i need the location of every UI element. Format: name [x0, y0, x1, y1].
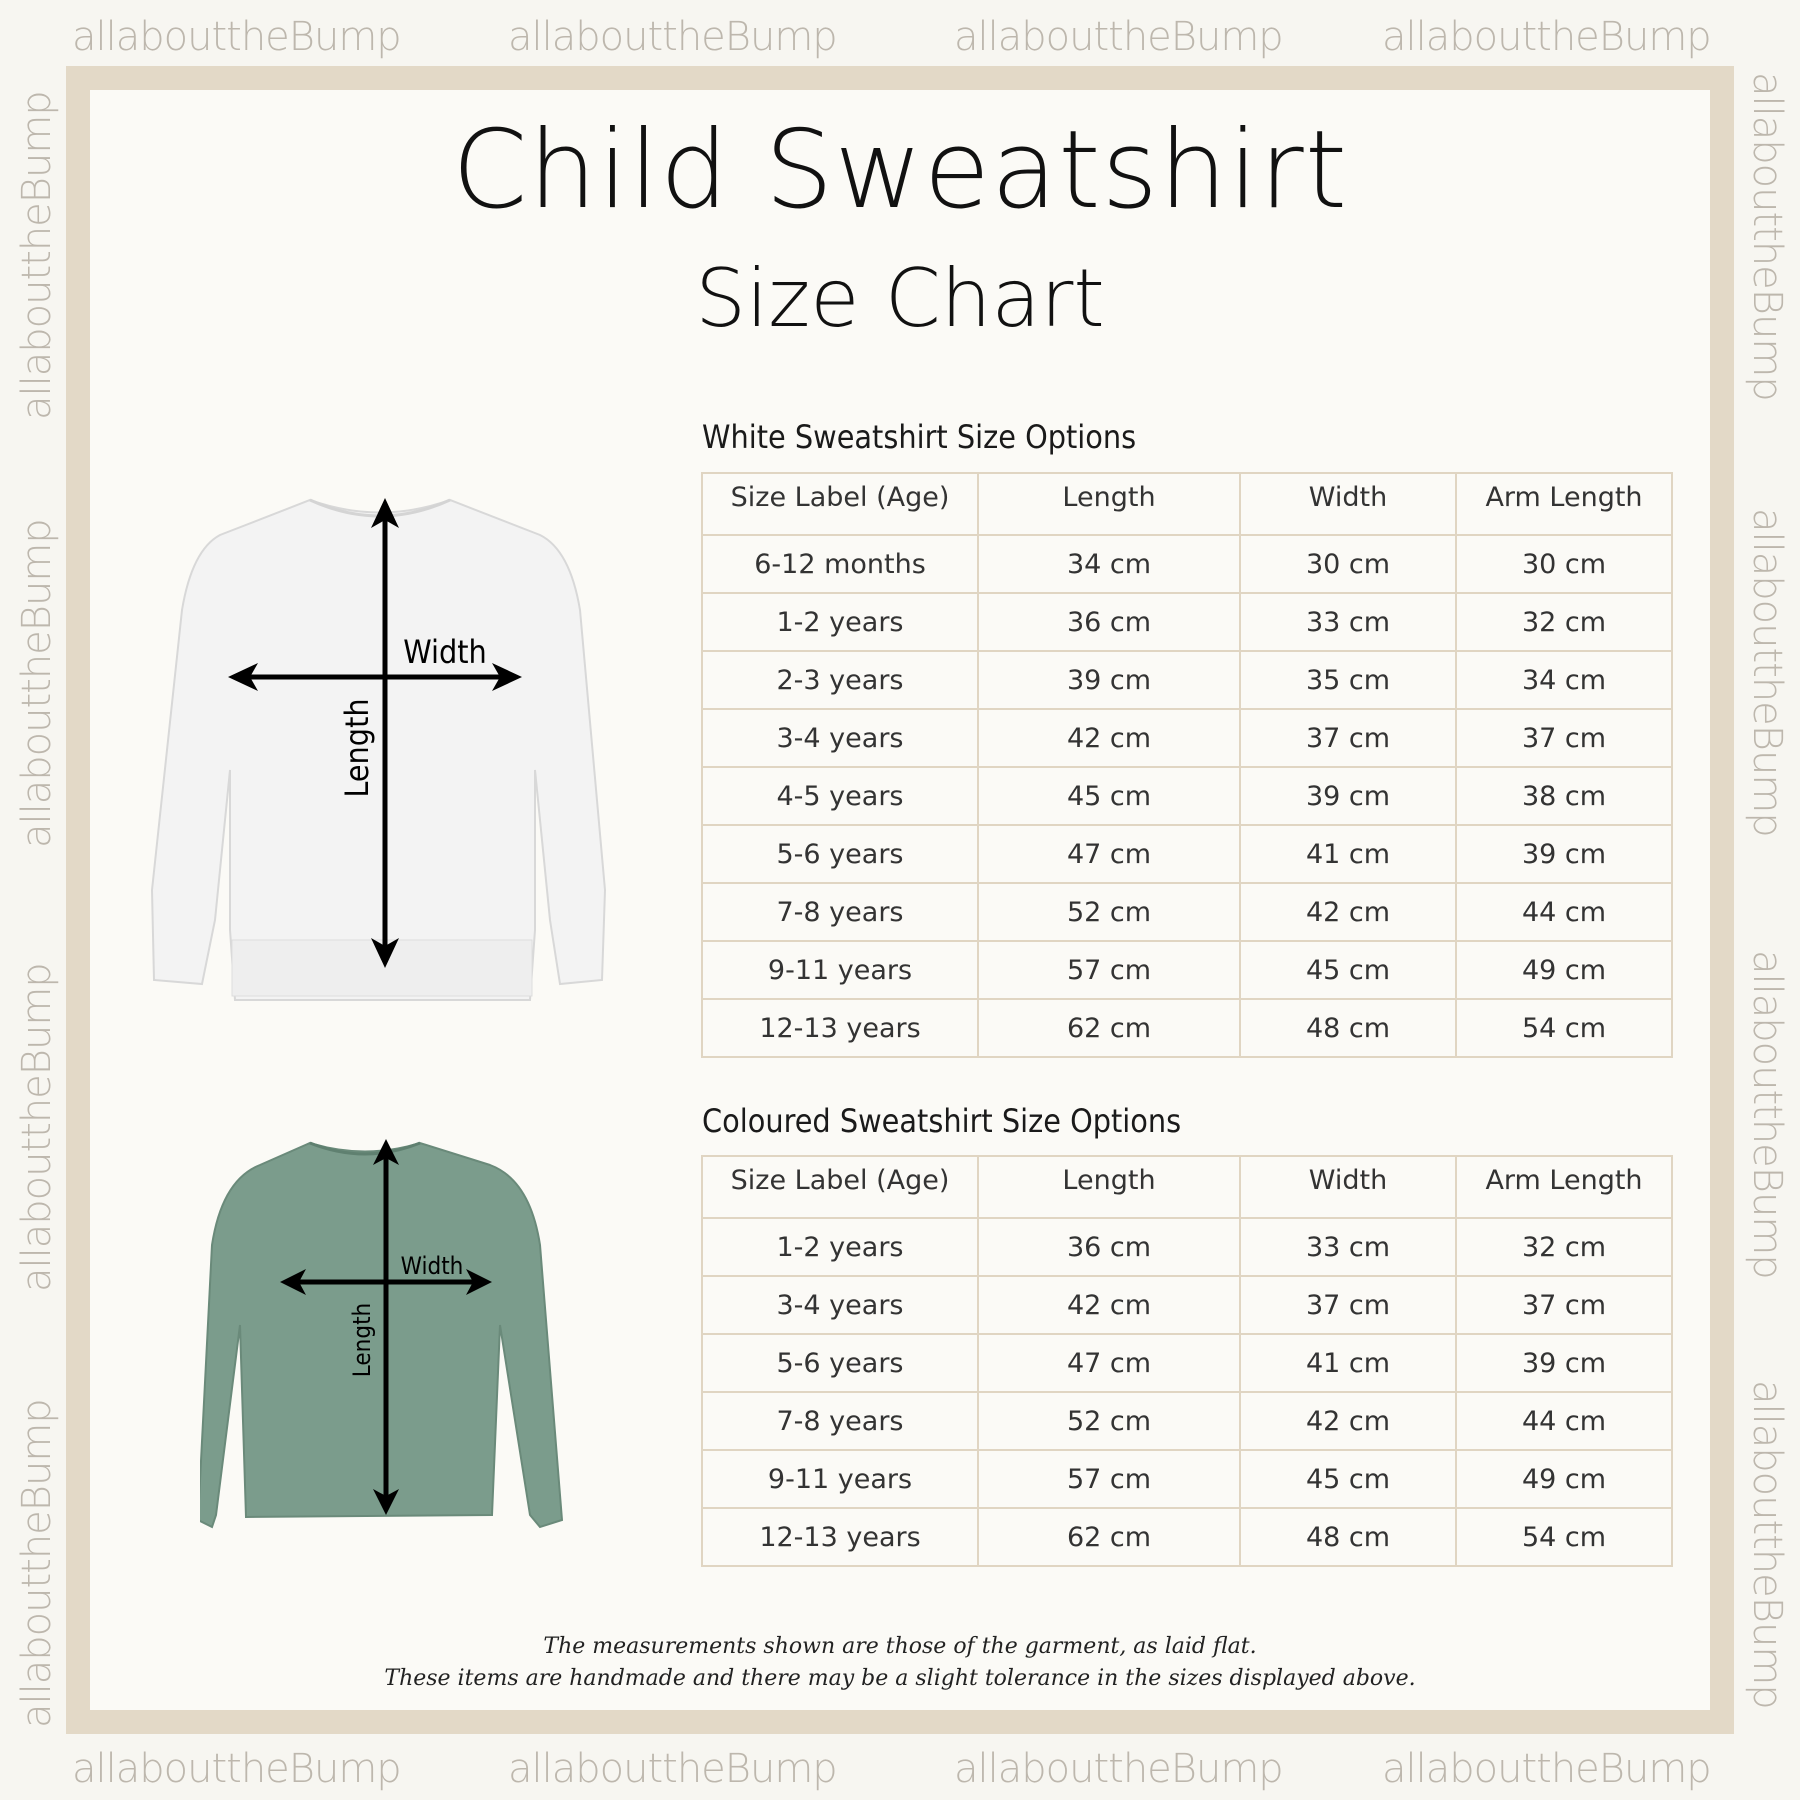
table-row — [702, 1450, 1672, 1508]
table-cell: 52 cm — [978, 1392, 1240, 1450]
white-sweatshirt-diagram — [140, 490, 620, 1010]
header-width: Width — [1240, 473, 1456, 535]
table-cell: 4-5 years — [702, 767, 978, 825]
header-arm-length: Arm Length — [1456, 1156, 1672, 1218]
table-cell: 48 cm — [1240, 999, 1456, 1057]
page-title: Child Sweatshirt — [451, 108, 1349, 233]
table-cell: 3-4 years — [702, 709, 978, 767]
table-cell: 35 cm — [1240, 651, 1456, 709]
header-arm-length: Arm Length — [1456, 473, 1672, 535]
watermark: allabouttheBump — [1382, 1746, 1711, 1792]
table-cell: 57 cm — [978, 1450, 1240, 1508]
page-subtitle: Size Chart — [695, 252, 1105, 345]
table-row — [702, 651, 1672, 709]
table-cell: 45 cm — [1240, 1450, 1456, 1508]
table-cell: 9-11 years — [702, 1450, 978, 1508]
table-row — [702, 883, 1672, 941]
green-sweatshirt-diagram — [200, 1135, 580, 1535]
table-cell: 62 cm — [978, 999, 1240, 1057]
watermark: allabouttheBump — [72, 14, 401, 60]
table-cell: 7-8 years — [702, 1392, 978, 1450]
table-cell: 47 cm — [978, 1334, 1240, 1392]
header-length: Length — [978, 1156, 1240, 1218]
table-cell: 3-4 years — [702, 1276, 978, 1334]
white-size-table — [701, 472, 1673, 1058]
table-cell: 5-6 years — [702, 825, 978, 883]
table-cell: 45 cm — [978, 767, 1240, 825]
table-row — [702, 825, 1672, 883]
table-row — [702, 1392, 1672, 1450]
table-cell: 47 cm — [978, 825, 1240, 883]
watermark: allabouttheBump — [954, 14, 1283, 60]
table-cell: 39 cm — [1240, 767, 1456, 825]
footnote-line-1: The measurements shown are those of the garment, as laid flat. — [543, 1634, 1257, 1659]
table-cell: 30 cm — [1240, 535, 1456, 593]
length-label: Length — [338, 698, 376, 798]
table-cell: 37 cm — [1240, 709, 1456, 767]
table-cell: 49 cm — [1456, 1450, 1672, 1508]
table-cell: 42 cm — [978, 709, 1240, 767]
watermark: allabouttheBump — [14, 963, 60, 1292]
table-cell: 36 cm — [978, 1218, 1240, 1276]
table-row — [702, 941, 1672, 999]
table-cell: 42 cm — [1240, 883, 1456, 941]
table-cell: 62 cm — [978, 1508, 1240, 1566]
watermark: allabouttheBump — [1744, 508, 1790, 837]
table-row — [702, 999, 1672, 1057]
width-label: Width — [400, 1252, 464, 1280]
table-cell: 12-13 years — [702, 1508, 978, 1566]
footnote-line-2: These items are handmade and there may be a slight tolerance in the sizes displayed above. — [384, 1666, 1416, 1691]
watermark: allabouttheBump — [954, 1746, 1283, 1792]
table-cell: 32 cm — [1456, 593, 1672, 651]
table-cell: 5-6 years — [702, 1334, 978, 1392]
table-cell: 34 cm — [978, 535, 1240, 593]
watermark: allabouttheBump — [1382, 14, 1711, 60]
table-cell: 7-8 years — [702, 883, 978, 941]
table-cell: 37 cm — [1456, 709, 1672, 767]
table-row — [702, 1276, 1672, 1334]
coloured-table-title: Coloured Sweatshirt Size Options — [702, 1102, 1182, 1140]
table-row — [702, 709, 1672, 767]
table-cell: 54 cm — [1456, 1508, 1672, 1566]
watermark: allabouttheBump — [14, 1399, 60, 1728]
table-cell: 38 cm — [1456, 767, 1672, 825]
table-cell: 41 cm — [1240, 1334, 1456, 1392]
table-header-row — [702, 473, 1672, 535]
table-cell: 48 cm — [1240, 1508, 1456, 1566]
table-cell: 6-12 months — [702, 535, 978, 593]
table-cell: 57 cm — [978, 941, 1240, 999]
table-cell: 33 cm — [1240, 1218, 1456, 1276]
table-cell: 49 cm — [1456, 941, 1672, 999]
table-cell: 34 cm — [1456, 651, 1672, 709]
header-size-label: Size Label (Age) — [702, 473, 978, 535]
table-cell: 42 cm — [978, 1276, 1240, 1334]
watermark: allabouttheBump — [508, 14, 837, 60]
table-cell: 39 cm — [978, 651, 1240, 709]
table-row — [702, 593, 1672, 651]
table-cell: 39 cm — [1456, 825, 1672, 883]
table-cell: 33 cm — [1240, 593, 1456, 651]
table-cell: 9-11 years — [702, 941, 978, 999]
table-cell: 54 cm — [1456, 999, 1672, 1057]
table-row — [702, 1218, 1672, 1276]
table-cell: 36 cm — [978, 593, 1240, 651]
table-cell: 12-13 years — [702, 999, 978, 1057]
table-row — [702, 1334, 1672, 1392]
watermark: allabouttheBump — [14, 519, 60, 848]
watermark: allabouttheBump — [1744, 950, 1790, 1279]
table-cell: 44 cm — [1456, 883, 1672, 941]
table-cell: 30 cm — [1456, 535, 1672, 593]
table-cell: 42 cm — [1240, 1392, 1456, 1450]
header-size-label: Size Label (Age) — [702, 1156, 978, 1218]
table-cell: 39 cm — [1456, 1334, 1672, 1392]
watermark: allabouttheBump — [72, 1746, 401, 1792]
table-cell: 45 cm — [1240, 941, 1456, 999]
header-width: Width — [1240, 1156, 1456, 1218]
green-sweatshirt-shape — [200, 1143, 562, 1527]
table-cell: 37 cm — [1240, 1276, 1456, 1334]
table-cell: 1-2 years — [702, 1218, 978, 1276]
table-cell: 32 cm — [1456, 1218, 1672, 1276]
watermark: allabouttheBump — [508, 1746, 837, 1792]
table-row — [702, 535, 1672, 593]
table-row — [702, 767, 1672, 825]
table-cell: 2-3 years — [702, 651, 978, 709]
coloured-size-table — [701, 1155, 1673, 1567]
table-cell: 52 cm — [978, 883, 1240, 941]
table-cell: 44 cm — [1456, 1392, 1672, 1450]
white-sweatshirt-shape — [152, 500, 605, 1000]
width-label: Width — [403, 633, 487, 671]
header-length: Length — [978, 473, 1240, 535]
white-table-title: White Sweatshirt Size Options — [702, 418, 1137, 456]
watermark: allabouttheBump — [1744, 72, 1790, 401]
watermark: allabouttheBump — [1744, 1380, 1790, 1709]
table-header-row — [702, 1156, 1672, 1218]
table-cell: 41 cm — [1240, 825, 1456, 883]
length-label: Length — [348, 1302, 376, 1378]
table-cell: 37 cm — [1456, 1276, 1672, 1334]
table-cell: 1-2 years — [702, 593, 978, 651]
table-row — [702, 1508, 1672, 1566]
watermark: allabouttheBump — [14, 91, 60, 420]
